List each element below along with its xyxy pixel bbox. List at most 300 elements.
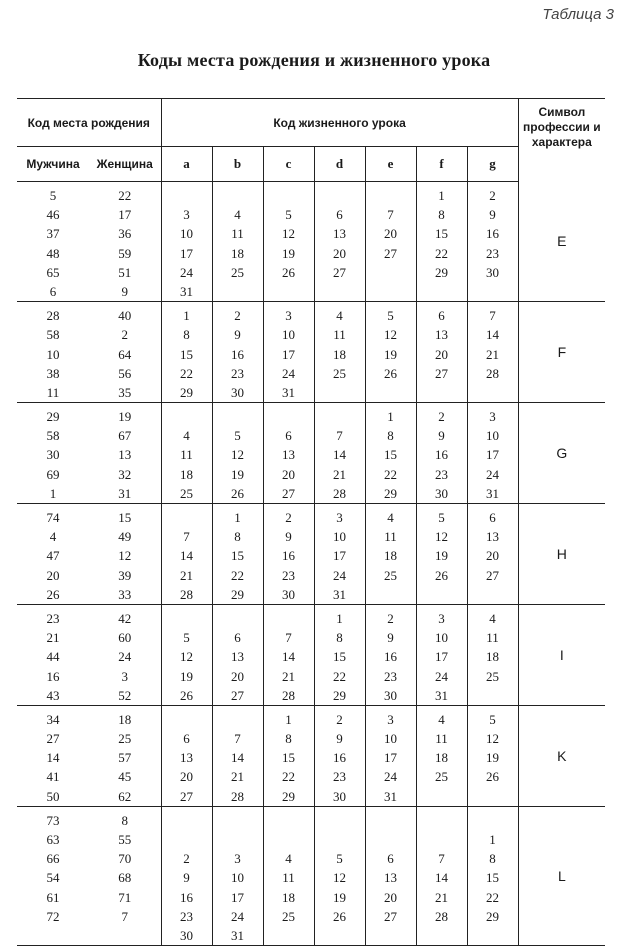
cell-value: 4 <box>336 308 343 324</box>
cell-values <box>89 403 161 503</box>
cell-value: 16 <box>231 346 245 362</box>
lesson-cell <box>263 403 314 504</box>
cell-value: 56 <box>118 365 132 381</box>
cell-values <box>315 504 365 604</box>
cell-value: 29 <box>46 409 60 425</box>
cell-value: 3 <box>438 610 445 626</box>
cell-value: 6 <box>336 207 343 223</box>
lesson-cell <box>212 604 263 705</box>
cell-value: 71 <box>118 889 132 905</box>
cell-value: 60 <box>118 630 132 646</box>
cell-value: 5 <box>234 428 241 444</box>
lesson-cell <box>161 504 212 605</box>
cell-value: 10 <box>333 529 347 545</box>
page-title: Коды места рождения и жизненного урока <box>137 50 491 70</box>
cell-value: 69 <box>46 466 60 482</box>
cell-value: 28 <box>231 788 245 804</box>
cell-value: 15 <box>486 870 500 886</box>
cell-value: 42 <box>118 610 132 626</box>
cell-value: 25 <box>282 908 296 924</box>
female-header: Женщина <box>89 147 161 182</box>
cell-value: 29 <box>231 586 245 602</box>
cell-values <box>366 706 416 806</box>
cell-value: 4 <box>489 610 496 626</box>
cell-value: 38 <box>46 365 60 381</box>
lesson-cell <box>263 504 314 605</box>
cell-value: 7 <box>285 630 292 646</box>
cell-value: 64 <box>118 346 132 362</box>
cell-value: 28 <box>46 308 60 324</box>
cell-values <box>264 182 314 301</box>
cell-value: 15 <box>118 510 132 525</box>
lesson-cell <box>212 302 263 403</box>
cell-values <box>366 182 416 301</box>
cell-value: 41 <box>46 769 60 785</box>
cell-value: 30 <box>384 687 398 703</box>
lesson-cell <box>467 705 518 806</box>
symbol-cell: I <box>518 604 605 705</box>
cell-value: 34 <box>46 711 60 727</box>
cell-value: 18 <box>435 750 449 766</box>
cell-values <box>315 706 365 806</box>
cell-value: 25 <box>118 731 132 747</box>
cell-value: 20 <box>333 245 347 261</box>
cell-value: 22 <box>435 245 449 261</box>
cell-value: 19 <box>486 750 500 766</box>
cell-value: 15 <box>231 548 245 564</box>
cell-value: 54 <box>46 870 60 886</box>
cell-values <box>213 302 263 402</box>
cell-value: 21 <box>486 346 500 362</box>
table-row <box>17 604 605 705</box>
lesson-cell <box>467 806 518 945</box>
cell-value: 23 <box>384 668 398 684</box>
cell-value: 13 <box>333 226 347 242</box>
cell-value: 3 <box>234 851 241 867</box>
female-cell <box>89 806 161 945</box>
cell-values <box>315 182 365 301</box>
cell-values <box>468 807 518 945</box>
cell-value: 72 <box>46 908 60 924</box>
cell-values <box>315 302 365 402</box>
cell-value: 18 <box>180 466 194 482</box>
cell-value: 13 <box>180 750 194 766</box>
lesson-cell <box>212 182 263 302</box>
cell-value: 31 <box>282 384 296 400</box>
cell-values <box>468 302 518 402</box>
lesson-cell <box>365 604 416 705</box>
cell-value: 23 <box>282 567 296 583</box>
cell-value: 26 <box>384 365 398 381</box>
cell-value: 9 <box>285 529 292 545</box>
cell-values <box>89 302 161 402</box>
cell-value: 2 <box>489 188 496 203</box>
cell-values <box>417 807 467 945</box>
cell-value: 5 <box>387 308 394 324</box>
cell-value: 33 <box>118 586 132 602</box>
cell-value: 6 <box>438 308 445 324</box>
symbol-cell: H <box>518 504 605 605</box>
cell-value: 25 <box>180 485 194 501</box>
cell-value: 4 <box>234 207 241 223</box>
cell-value: 11 <box>384 529 397 545</box>
cell-value: 5 <box>49 188 57 203</box>
cell-value: 22 <box>180 365 194 381</box>
lesson-col-header: f <box>416 147 467 182</box>
cell-value: 74 <box>46 510 60 525</box>
cell-value: 27 <box>333 264 347 280</box>
cell-value: 31 <box>118 485 132 501</box>
cell-values <box>162 403 212 503</box>
cell-value: 24 <box>435 668 449 684</box>
cell-value: 9 <box>234 327 241 343</box>
cell-value: 30 <box>486 264 500 280</box>
cell-value: 3 <box>489 409 496 425</box>
male-cell <box>17 403 89 504</box>
cell-value: 23 <box>180 908 194 924</box>
cell-value: 29 <box>180 384 194 400</box>
cell-values <box>366 403 416 503</box>
cell-value: 17 <box>486 447 500 463</box>
cell-value: 36 <box>118 226 132 242</box>
cell-value: 57 <box>118 750 132 766</box>
cell-value: 10 <box>180 226 194 242</box>
female-cell <box>89 302 161 403</box>
lesson-header: Код жизненного урока <box>161 99 518 147</box>
lesson-cell <box>212 403 263 504</box>
cell-value: 18 <box>384 548 398 564</box>
cell-value: 12 <box>435 529 449 545</box>
cell-value: 15 <box>435 226 449 242</box>
cell-value: 22 <box>384 466 398 482</box>
cell-value: 24 <box>180 264 194 280</box>
cell-value: 49 <box>118 529 132 545</box>
cell-value: 3 <box>387 711 394 727</box>
cell-value: 29 <box>384 485 398 501</box>
cell-value: 32 <box>118 466 132 482</box>
cell-value: 28 <box>333 485 347 501</box>
lesson-cell <box>161 705 212 806</box>
cell-value: 22 <box>282 769 296 785</box>
cell-value: 23 <box>231 365 245 381</box>
cell-value: 10 <box>46 346 60 362</box>
cell-value: 8 <box>438 207 445 223</box>
cell-values <box>366 605 416 705</box>
cell-value: 20 <box>384 226 398 242</box>
cell-values <box>417 302 467 402</box>
symbol-cell: G <box>518 403 605 504</box>
cell-value: 27 <box>282 485 296 501</box>
cell-value: 12 <box>180 649 194 665</box>
lesson-cell <box>467 182 518 302</box>
symbol-header: Символ профессии и характера <box>518 99 605 182</box>
cell-values <box>417 403 467 503</box>
cell-value: 12 <box>333 870 347 886</box>
cell-value: 28 <box>435 908 449 924</box>
cell-value: 20 <box>384 889 398 905</box>
cell-value: 28 <box>180 586 194 602</box>
lesson-cell <box>416 504 467 605</box>
cell-value: 55 <box>118 832 132 847</box>
cell-value: 2 <box>234 308 241 324</box>
cell-value: 11 <box>486 630 499 646</box>
cell-value: 24 <box>282 365 296 381</box>
cell-value: 31 <box>435 687 449 703</box>
cell-value: 5 <box>285 207 292 223</box>
lesson-cell <box>161 302 212 403</box>
cell-values <box>468 182 518 301</box>
cell-value: 50 <box>46 788 60 804</box>
cell-value: 1 <box>489 832 496 847</box>
cell-value: 6 <box>285 428 292 444</box>
cell-value: 43 <box>46 687 60 703</box>
cell-value: 14 <box>435 870 449 886</box>
cell-value: 11 <box>180 447 193 463</box>
cell-value: 18 <box>282 889 296 905</box>
lesson-cell <box>263 705 314 806</box>
symbol-cell: E <box>518 182 605 302</box>
cell-value: 5 <box>336 851 343 867</box>
cell-values <box>366 302 416 402</box>
cell-value: 19 <box>180 668 194 684</box>
table-row <box>17 302 605 403</box>
cell-value: 20 <box>486 548 500 564</box>
cell-value: 5 <box>489 711 496 727</box>
cell-values <box>162 706 212 806</box>
table-row <box>17 806 605 945</box>
cell-value: 52 <box>118 687 132 703</box>
lesson-cell <box>416 604 467 705</box>
cell-value: 4 <box>183 428 190 444</box>
cell-values <box>417 182 467 301</box>
cell-value: 11 <box>435 731 448 747</box>
cell-value: 62 <box>118 788 132 804</box>
cell-value: 11 <box>282 870 295 886</box>
cell-value: 14 <box>333 447 347 463</box>
symbol-cell: F <box>518 302 605 403</box>
cell-values <box>17 182 89 301</box>
cell-value: 27 <box>384 908 398 924</box>
birthplace-header: Код места рождения <box>17 99 161 147</box>
cell-values <box>366 504 416 604</box>
cell-value: 31 <box>231 927 245 943</box>
male-cell <box>17 806 89 945</box>
cell-value: 9 <box>121 283 128 299</box>
cell-value: 17 <box>118 207 132 223</box>
cell-value: 9 <box>387 630 394 646</box>
lesson-col-header: d <box>314 147 365 182</box>
cell-value: 45 <box>118 769 132 785</box>
lesson-cell <box>263 806 314 945</box>
cell-value: 4 <box>438 711 445 727</box>
cell-value: 4 <box>285 851 292 867</box>
cell-value: 22 <box>333 668 347 684</box>
cell-values <box>89 182 161 301</box>
cell-value: 59 <box>118 245 132 261</box>
cell-values <box>17 504 89 604</box>
cell-values <box>162 605 212 705</box>
cell-value: 7 <box>183 529 190 545</box>
cell-value: 46 <box>46 207 60 223</box>
cell-value: 29 <box>435 264 449 280</box>
cell-values <box>89 706 161 806</box>
cell-value: 12 <box>486 731 500 747</box>
cell-value: 21 <box>231 769 245 785</box>
female-cell <box>89 504 161 605</box>
cell-value: 16 <box>486 226 500 242</box>
table-row <box>17 182 605 302</box>
cell-values <box>17 302 89 402</box>
symbol-cell: L <box>518 806 605 945</box>
cell-value: 27 <box>486 567 500 583</box>
cell-values <box>315 807 365 945</box>
cell-value: 31 <box>384 788 398 804</box>
cell-value: 20 <box>435 346 449 362</box>
cell-value: 30 <box>46 447 60 463</box>
cell-value: 13 <box>486 529 500 545</box>
cell-value: 14 <box>231 750 245 766</box>
cell-value: 26 <box>46 586 60 602</box>
cell-value: 1 <box>49 485 57 501</box>
cell-value: 19 <box>231 466 245 482</box>
cell-value: 15 <box>384 447 398 463</box>
cell-values <box>315 605 365 705</box>
cell-value: 1 <box>183 308 190 324</box>
lesson-cell <box>467 604 518 705</box>
lesson-cell <box>263 302 314 403</box>
female-cell <box>89 182 161 302</box>
cell-value: 10 <box>435 630 449 646</box>
cell-value: 25 <box>384 567 398 583</box>
cell-values <box>366 807 416 945</box>
lesson-cell <box>212 504 263 605</box>
cell-value: 25 <box>486 668 500 684</box>
cell-value: 16 <box>435 447 449 463</box>
cell-value: 31 <box>180 283 194 299</box>
cell-value: 44 <box>46 649 60 665</box>
cell-value: 8 <box>387 428 394 444</box>
cell-value: 15 <box>282 750 296 766</box>
cell-values <box>468 706 518 806</box>
cell-value: 25 <box>333 365 347 381</box>
table-row <box>17 504 605 605</box>
cell-value: 73 <box>46 812 60 828</box>
cell-value: 1 <box>438 188 445 203</box>
cell-value: 27 <box>180 788 194 804</box>
cell-value: 23 <box>333 769 347 785</box>
cell-value: 24 <box>231 908 245 924</box>
cell-value: 12 <box>384 327 398 343</box>
cell-value: 21 <box>46 630 60 646</box>
cell-value: 2 <box>336 711 343 727</box>
lesson-cell <box>416 302 467 403</box>
cell-value: 14 <box>46 750 60 766</box>
cell-value: 19 <box>435 548 449 564</box>
lesson-cell <box>416 806 467 945</box>
cell-value: 11 <box>333 327 346 343</box>
cell-value: 5 <box>438 510 445 525</box>
cell-value: 13 <box>384 870 398 886</box>
cell-value: 23 <box>486 245 500 261</box>
cell-value: 30 <box>435 485 449 501</box>
cell-value: 10 <box>231 870 245 886</box>
cell-value: 9 <box>336 731 343 747</box>
cell-value: 7 <box>336 428 343 444</box>
cell-value: 22 <box>231 567 245 583</box>
cell-value: 27 <box>46 731 60 747</box>
cell-value: 6 <box>234 630 241 646</box>
cell-value: 17 <box>282 346 296 362</box>
lesson-cell <box>365 705 416 806</box>
male-header: Мужчина <box>17 147 89 182</box>
cell-value: 1 <box>336 610 343 626</box>
cell-values <box>17 605 89 705</box>
cell-values <box>213 182 263 301</box>
cell-values <box>468 403 518 503</box>
lesson-cell <box>416 403 467 504</box>
cell-value: 20 <box>282 466 296 482</box>
cell-value: 15 <box>180 346 194 362</box>
cell-value: 1 <box>285 711 292 727</box>
cell-value: 11 <box>46 384 60 400</box>
cell-value: 12 <box>231 447 245 463</box>
cell-value: 16 <box>333 750 347 766</box>
cell-value: 26 <box>180 687 194 703</box>
cell-value: 27 <box>231 687 245 703</box>
cell-value: 61 <box>46 889 60 905</box>
cell-values <box>17 807 89 926</box>
cell-value: 7 <box>387 207 394 223</box>
lesson-cell <box>365 302 416 403</box>
cell-value: 21 <box>435 889 449 905</box>
cell-value: 25 <box>435 769 449 785</box>
cell-values <box>264 706 314 806</box>
cell-values <box>264 302 314 402</box>
lesson-col-header: a <box>161 147 212 182</box>
cell-values <box>89 504 161 604</box>
lesson-cell <box>314 403 365 504</box>
cell-value: 30 <box>180 927 194 943</box>
cell-value: 2 <box>387 610 394 626</box>
cell-value: 51 <box>118 264 132 280</box>
cell-value: 4 <box>49 529 57 545</box>
cell-value: 70 <box>118 851 132 867</box>
lesson-cell <box>314 182 365 302</box>
cell-value: 19 <box>333 889 347 905</box>
cell-value: 35 <box>118 384 132 400</box>
cell-value: 6 <box>183 731 190 747</box>
cell-value: 16 <box>384 649 398 665</box>
cell-value: 30 <box>282 586 296 602</box>
cell-values <box>213 807 263 945</box>
cell-value: 8 <box>121 812 128 828</box>
cell-value: 25 <box>231 264 245 280</box>
cell-values <box>264 403 314 503</box>
lesson-cell <box>161 182 212 302</box>
lesson-cell <box>314 705 365 806</box>
cell-value: 9 <box>183 870 190 886</box>
lesson-cell <box>365 806 416 945</box>
cell-values <box>213 605 263 705</box>
cell-value: 3 <box>121 668 128 684</box>
cell-value: 31 <box>486 485 500 501</box>
cell-value: 29 <box>282 788 296 804</box>
cell-value: 9 <box>438 428 445 444</box>
cell-value: 26 <box>333 908 347 924</box>
cell-value: 7 <box>121 908 128 924</box>
cell-value: 58 <box>46 428 60 444</box>
cell-values <box>417 605 467 705</box>
